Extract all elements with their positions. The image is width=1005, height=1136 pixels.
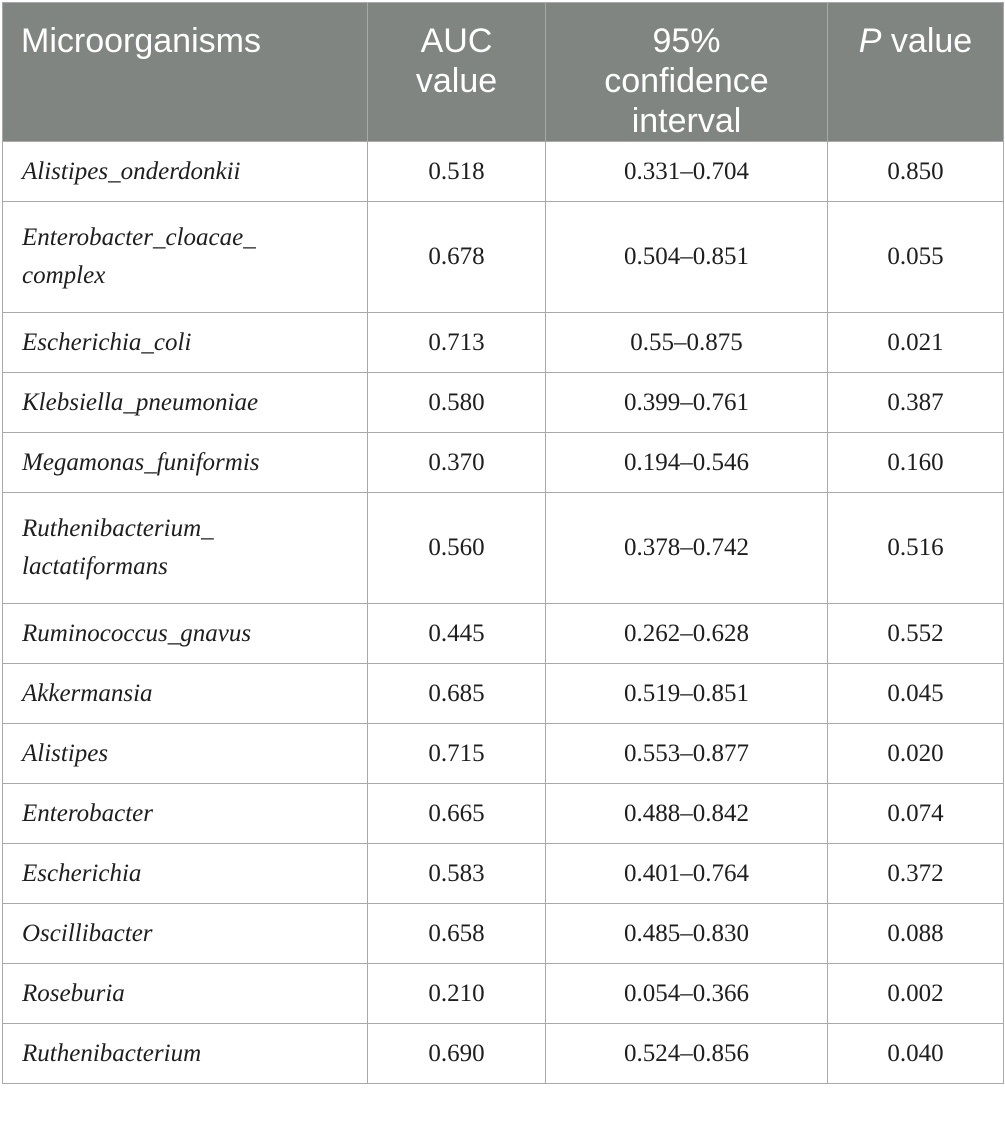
microorganism-name: Escherichia <box>22 859 142 887</box>
p-value-cell: 0.387 <box>828 373 1004 433</box>
microorganism-name: Ruthenibacterium <box>22 1039 202 1067</box>
p-value-cell: 0.055 <box>828 202 1004 313</box>
table-row <box>3 142 1004 202</box>
p-value-cell: 0.088 <box>828 904 1004 964</box>
confidence-interval-cell: 0.331–0.704 <box>546 142 828 202</box>
confidence-interval-cell: 0.504–0.851 <box>546 202 828 313</box>
header-p-value <box>828 3 1004 142</box>
microorganism-name: Roseburia <box>22 979 125 1007</box>
auc-value-cell: 0.713 <box>368 313 546 373</box>
header-confidence-interval <box>546 3 828 142</box>
p-value-cell: 0.552 <box>828 604 1004 664</box>
auc-value-cell: 0.665 <box>368 784 546 844</box>
p-value-cell: 0.045 <box>828 664 1004 724</box>
microorganism-cell <box>3 724 368 784</box>
table-row <box>3 493 1004 604</box>
p-value-cell: 0.372 <box>828 844 1004 904</box>
p-value-cell: 0.040 <box>828 1024 1004 1084</box>
confidence-interval-cell: 0.401–0.764 <box>546 844 828 904</box>
microorganism-name: Ruminococcus_gnavus <box>22 619 252 647</box>
auc-value-cell: 0.518 <box>368 142 546 202</box>
p-value-cell: 0.516 <box>828 493 1004 604</box>
microorganism-name: Escherichia_coli <box>22 328 192 356</box>
microorganism-name: Alistipes_onderdonkii <box>22 157 241 185</box>
header-auc-value <box>368 3 546 142</box>
table-row <box>3 202 1004 313</box>
table-row <box>3 664 1004 724</box>
microorganism-name: Alistipes <box>22 739 109 767</box>
p-value-cell: 0.074 <box>828 784 1004 844</box>
header-microorganisms <box>3 3 368 142</box>
header-ci-line1: 95% <box>652 22 721 60</box>
header-auc-line2: value <box>415 62 498 100</box>
confidence-interval-cell: 0.524–0.856 <box>546 1024 828 1084</box>
confidence-interval-cell: 0.55–0.875 <box>546 313 828 373</box>
p-value-cell: 0.021 <box>828 313 1004 373</box>
microorganism-cell <box>3 373 368 433</box>
microorganism-cell <box>3 493 368 604</box>
microorganism-cell <box>3 604 368 664</box>
auc-value-cell: 0.715 <box>368 724 546 784</box>
confidence-interval-cell: 0.519–0.851 <box>546 664 828 724</box>
microorganism-cell <box>3 964 368 1024</box>
microorganism-name: Klebsiella_pneumoniae <box>22 388 259 416</box>
microorganism-cell <box>3 844 368 904</box>
auc-table <box>2 2 1004 1084</box>
table-row <box>3 313 1004 373</box>
microorganism-name: Oscillibacter <box>22 919 153 947</box>
microorganism-cell <box>3 1024 368 1084</box>
confidence-interval-cell: 0.194–0.546 <box>546 433 828 493</box>
auc-value-cell: 0.685 <box>368 664 546 724</box>
microorganism-name: Akkermansia <box>22 679 153 707</box>
table-row <box>3 784 1004 844</box>
header-microorganisms-label: Microorganisms <box>21 22 261 60</box>
table-row <box>3 904 1004 964</box>
header-p-italic: P <box>858 22 882 60</box>
confidence-interval-cell: 0.399–0.761 <box>546 373 828 433</box>
table-body <box>3 142 1004 1084</box>
microorganism-cell <box>3 142 368 202</box>
microorganism-name-continued: complex <box>22 262 106 289</box>
confidence-interval-cell: 0.054–0.366 <box>546 964 828 1024</box>
microorganism-cell <box>3 433 368 493</box>
header-ci-line2: confidence <box>604 62 769 100</box>
auc-value-cell: 0.583 <box>368 844 546 904</box>
header-row <box>3 3 1004 142</box>
confidence-interval-cell: 0.485–0.830 <box>546 904 828 964</box>
table-row <box>3 604 1004 664</box>
microorganism-name: Enterobacter_cloacae_ <box>22 224 256 251</box>
table-row <box>3 373 1004 433</box>
p-value-cell: 0.020 <box>828 724 1004 784</box>
table-row <box>3 964 1004 1024</box>
microorganism-name: Ruthenibacterium_ <box>22 515 214 542</box>
confidence-interval-cell: 0.262–0.628 <box>546 604 828 664</box>
auc-value-cell: 0.560 <box>368 493 546 604</box>
confidence-interval-cell: 0.488–0.842 <box>546 784 828 844</box>
table-row <box>3 844 1004 904</box>
auc-value-cell: 0.580 <box>368 373 546 433</box>
auc-value-cell: 0.658 <box>368 904 546 964</box>
table-row <box>3 724 1004 784</box>
microorganism-name-continued: lactatiformans <box>22 553 168 580</box>
microorganism-cell <box>3 313 368 373</box>
auc-value-cell: 0.445 <box>368 604 546 664</box>
auc-value-cell: 0.678 <box>368 202 546 313</box>
table-row <box>3 433 1004 493</box>
microorganism-cell <box>3 904 368 964</box>
header-ci-line3: interval <box>631 102 742 140</box>
p-value-cell: 0.002 <box>828 964 1004 1024</box>
confidence-interval-cell: 0.553–0.877 <box>546 724 828 784</box>
auc-value-cell: 0.210 <box>368 964 546 1024</box>
microorganism-cell <box>3 202 368 313</box>
header-auc-line1: AUC <box>420 22 493 60</box>
header-p-rest: value <box>881 22 973 60</box>
p-value-cell: 0.850 <box>828 142 1004 202</box>
confidence-interval-cell: 0.378–0.742 <box>546 493 828 604</box>
microorganism-name: Enterobacter <box>22 799 153 827</box>
auc-value-cell: 0.690 <box>368 1024 546 1084</box>
p-value-cell: 0.160 <box>828 433 1004 493</box>
microorganism-cell <box>3 784 368 844</box>
microorganism-cell <box>3 664 368 724</box>
microorganism-name: Megamonas_funiformis <box>22 448 260 476</box>
table-row <box>3 1024 1004 1084</box>
auc-value-cell: 0.370 <box>368 433 546 493</box>
